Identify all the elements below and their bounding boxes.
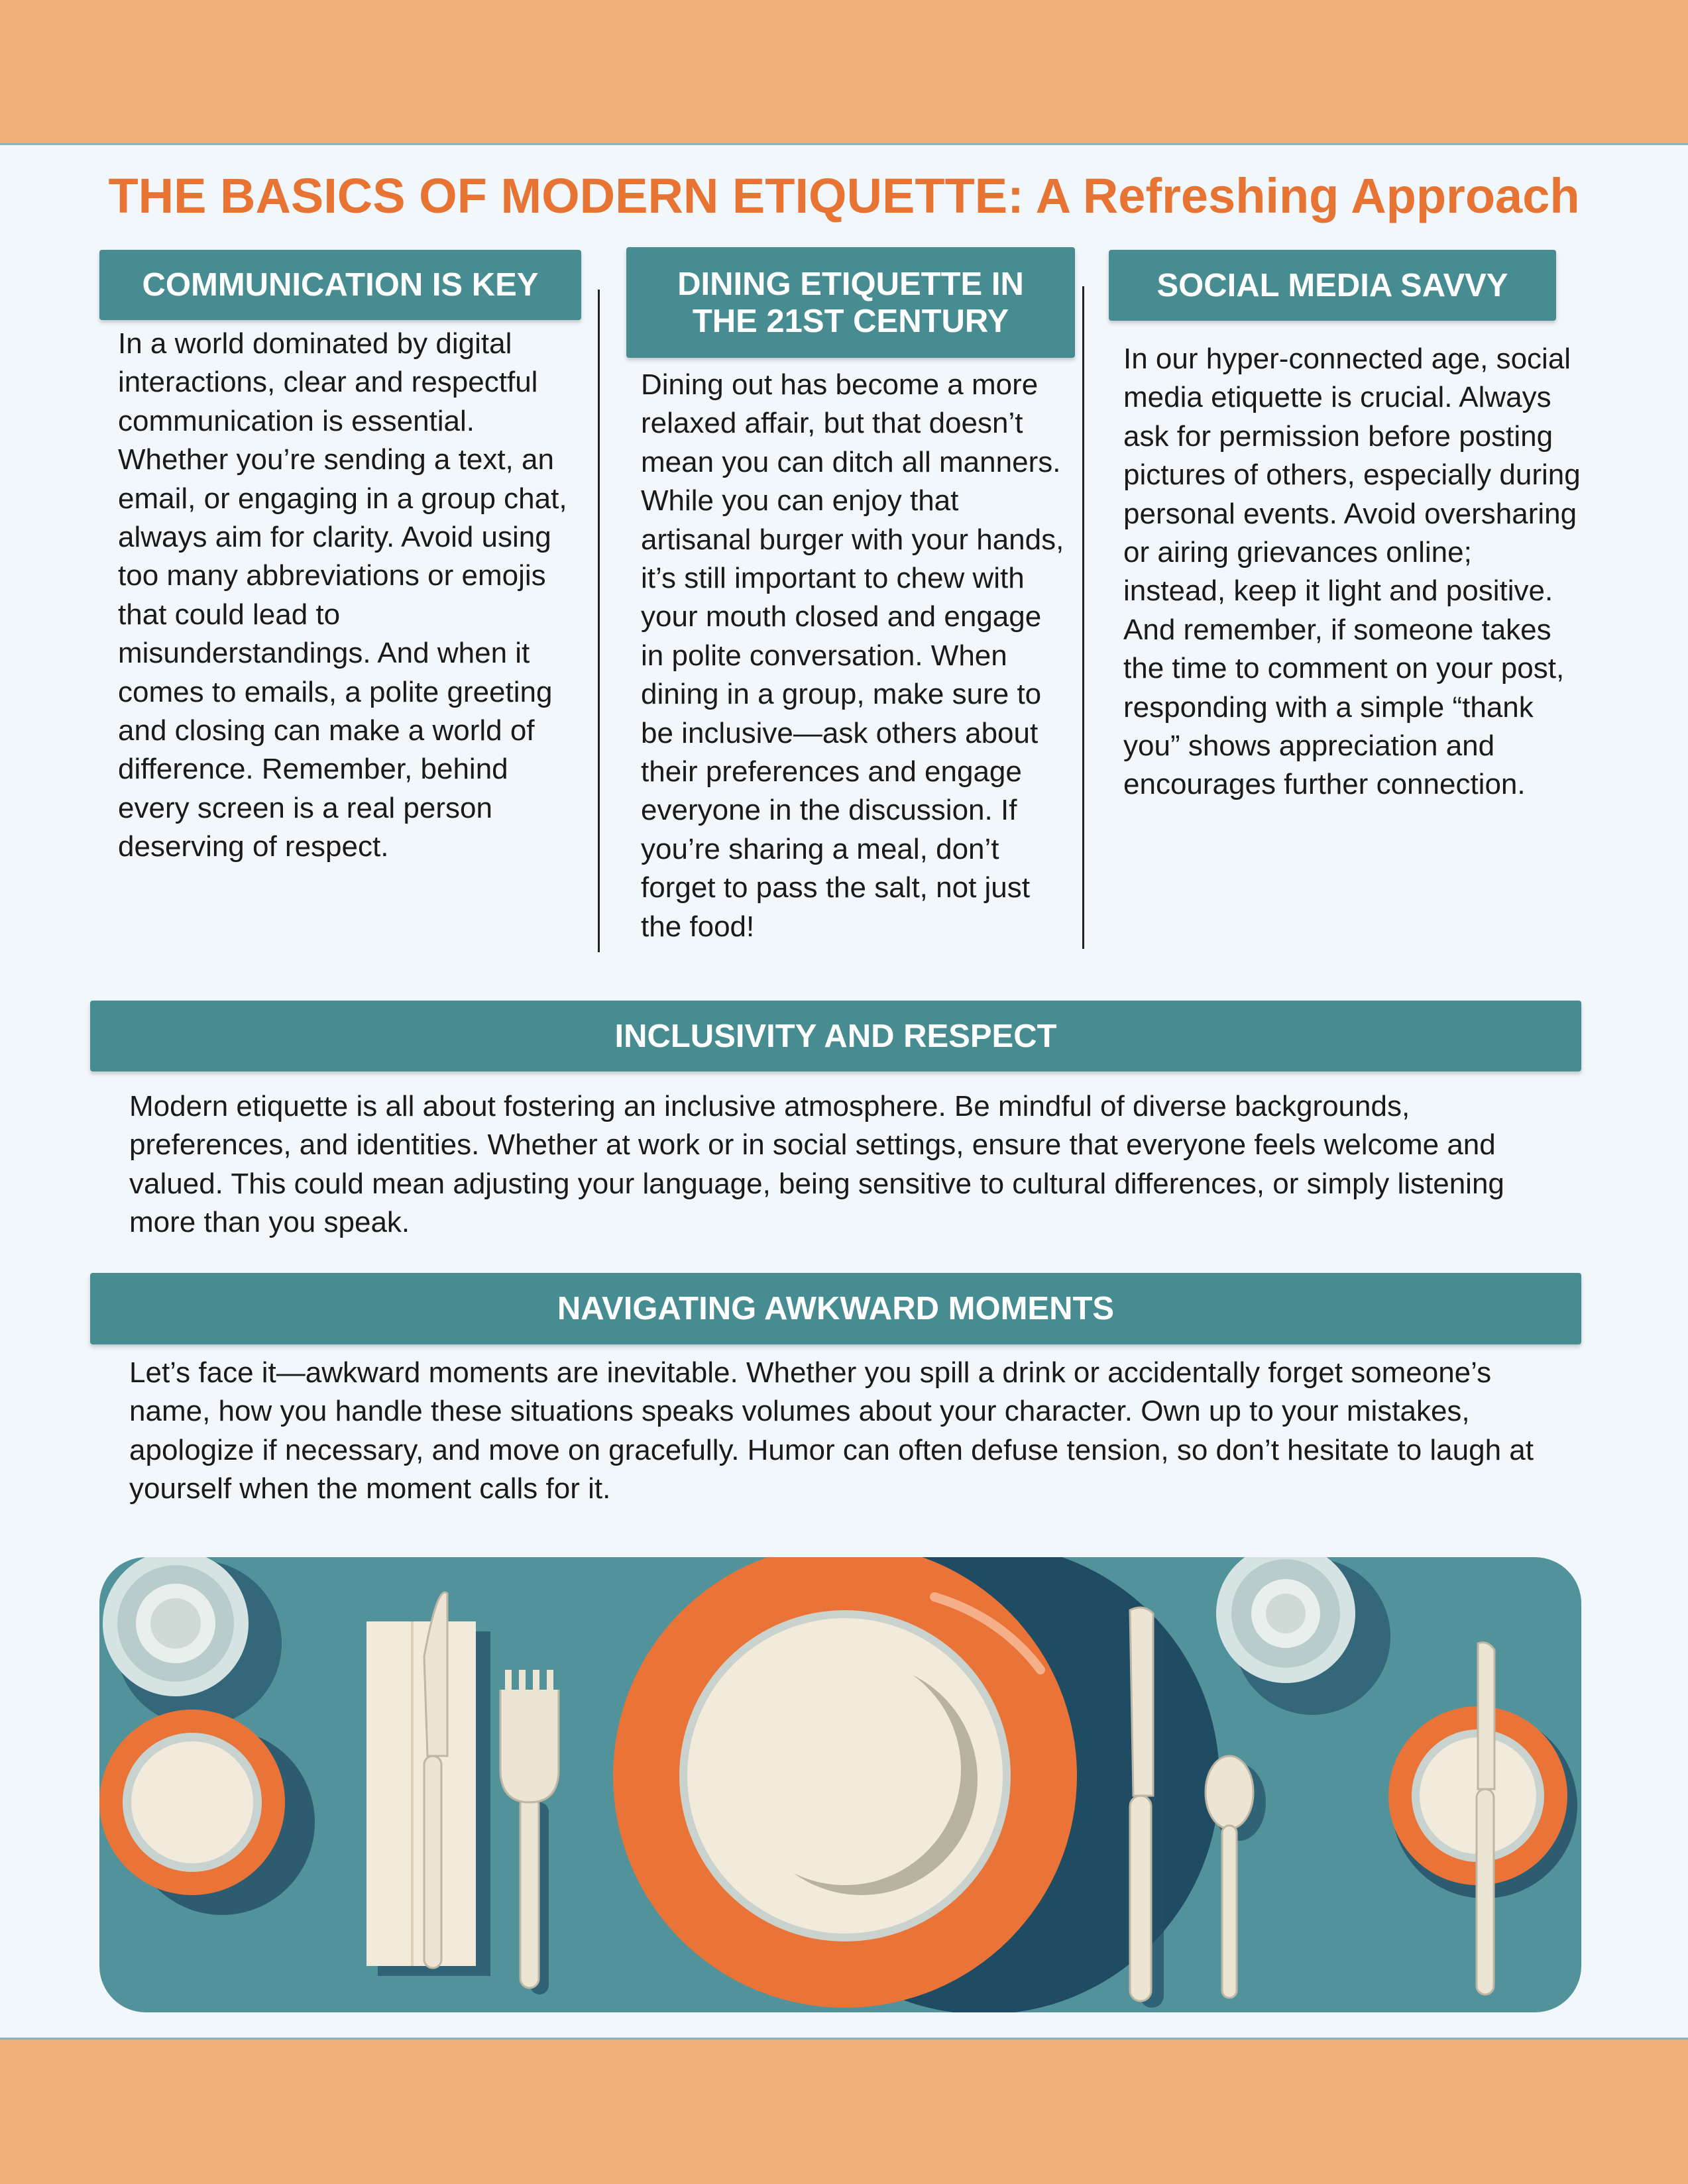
dining-heading-line2: THE 21ST CENTURY: [692, 303, 1009, 339]
table-setting-illustration: [99, 1557, 1581, 2012]
knife-icon: [1130, 1608, 1164, 2008]
communication-body: In a world dominated by digital interactions, clear and respectful communication is essential. Whether you’re sending a text, an email, or engaging in a group chat, always aim for clarity. Avoid using too many abbreviations or emojis that could lead to misunderstandings. And when it comes to emails, a polite greeting and closing can make a world of difference. Remember, behind every screen is a real person deserving of respect.: [118, 327, 567, 863]
dining-body: Dining out has become a more relaxed affair, but that doesn’t mean you can ditch all manners. While you can enjoy that artisanal burger with your hands, it’s still important to chew with your mouth closed and engage in polite conversation. When dining in a group, make sure to be inclusive—ask others about their preferences and engage everyone in the discussion. If you’re sharing a meal, don’t forget to pass the salt, not just the food!: [641, 368, 1064, 943]
column-divider: [1082, 286, 1084, 949]
page-title: THE BASICS OF MODERN ETIQUETTE: A Refreshing Approach: [108, 168, 1580, 223]
inclusivity-body: Modern etiquette is all about fostering an inclusive atmosphere. Be mindful of diverse backgrounds, preferences, and identities. Whether at work or in social settings, ensure that everyone feels welcome and valued. This could mean adjusting your language, being sensitive to cultural differences, or simply listening more than you speak.: [129, 1090, 1504, 1239]
dining-heading-line1: DINING ETIQUETTE IN: [677, 266, 1024, 302]
communication-heading: COMMUNICATION IS KEY: [99, 250, 581, 320]
top-band: [0, 0, 1688, 145]
social-media-body: In our hyper-connected age, social media etiquette is crucial. Always ask for permission before posting pictures of others, especially during personal events. Avoid oversharing or airing grievances online; instead, keep it light and positive. And remember, if someone takes the time to comment on your post, responding with a simple “thank you” shows appreciation and encourages further connection.: [1123, 343, 1581, 801]
dinner-plate-icon: [613, 1557, 1219, 2012]
column-divider: [598, 290, 600, 952]
awkward-moments-heading: NAVIGATING AWKWARD MOMENTS: [90, 1273, 1581, 1344]
inclusivity-heading: INCLUSIVITY AND RESPECT: [90, 1001, 1581, 1071]
awkward-moments-body: Let’s face it—awkward moments are inevitable. Whether you spill a drink or accidentally forget someone’s name, how you handle these situations speaks volumes about your character. Own up to your mistakes, apologize if necessary, and move on gracefully. Humor can often defuse tension, so don’t hesitate to laugh at yourself when the moment calls for it.: [129, 1356, 1534, 1505]
bottom-band: [0, 2038, 1688, 2184]
dining-heading: [626, 247, 1075, 358]
social-media-heading: SOCIAL MEDIA SAVVY: [1109, 250, 1556, 321]
